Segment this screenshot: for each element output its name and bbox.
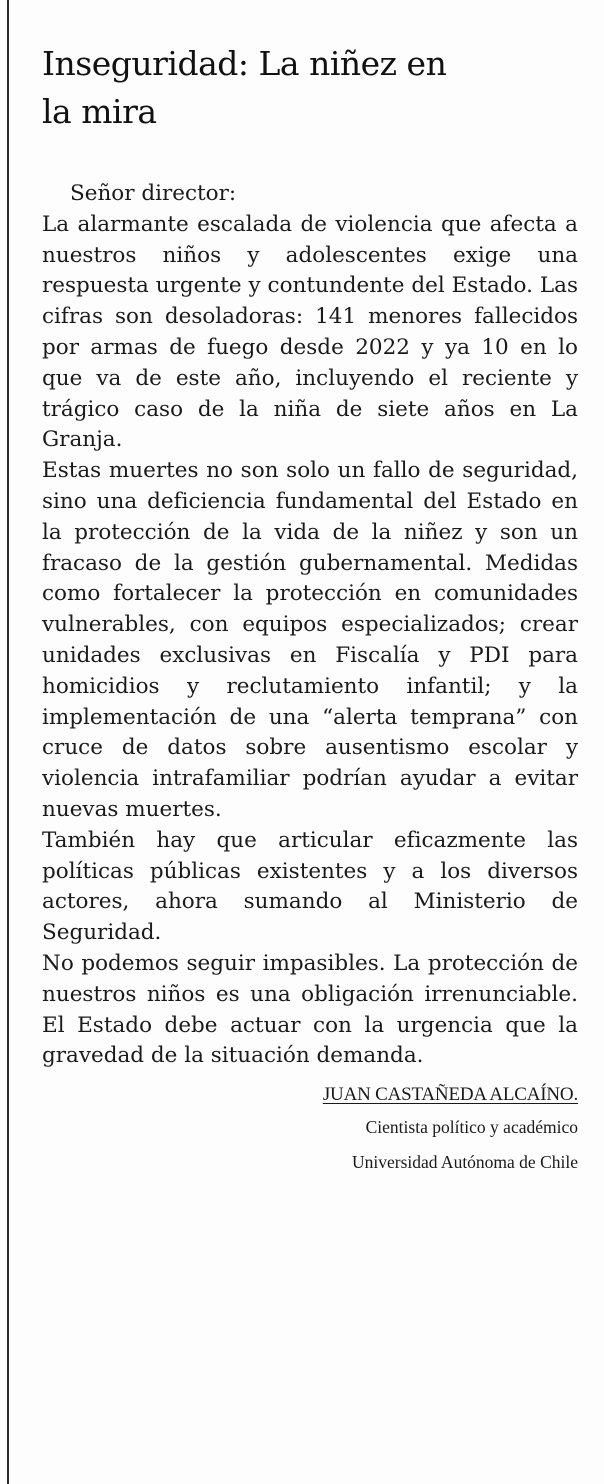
author-role: Cientista político y académico [365, 1117, 578, 1138]
letter-salutation: Señor director: [70, 181, 237, 206]
letter-paragraph: También hay que articular eficazmente las políticas públicas existentes y a los diversos actores, ahora sumando al Ministerio de Seguridad. [42, 827, 578, 946]
letter-body [42, 210, 578, 1072]
letter-article [42, 40, 578, 1180]
article-headline: Inseguridad: La niñez en la mira [42, 44, 447, 131]
letter-signature [42, 1080, 578, 1180]
letter-paragraph: No podemos seguir impasibles. La protección de nuestros niños es una obligación irrenunciable. El Estado debe actuar con la urgencia que la gravedad de la situación demanda. [42, 950, 578, 1069]
letter-paragraph: Estas muertes no son solo un fallo de seguridad, sino una deficiencia fundamental del Estado en la protección de la vida de la niñez y son un fracaso de la gestión gubernamental. Medidas como fortalecer la protección en comunidades vulnerables, con equipos especializados; crear unidades exclusivas en Fiscalía y PDI para homicidios y reclutamiento infantil; y la implementación de una “alerta temprana” con cruce de datos sobre ausentismo escolar y violencia intrafamiliar podrían ayudar a evitar nuevas muertes. [42, 458, 578, 822]
column-divider [7, 0, 9, 1484]
author-institution: Universidad Autónoma de Chile [351, 1152, 578, 1173]
author-name: JUAN CASTAÑEDA ALCAÍNO. [322, 1084, 578, 1106]
letter-paragraph: La alarmante escalada de violencia que afecta a nuestros niños y adolescentes exige una respuesta urgente y contundente del Estado. Las cifras son desoladoras: 141 menores fallecidos por armas de fuego desde 2022 y ya 10 en lo que va de este año, incluyendo el reciente y trágico caso de la niña de siete años en La Granja. [42, 211, 578, 453]
